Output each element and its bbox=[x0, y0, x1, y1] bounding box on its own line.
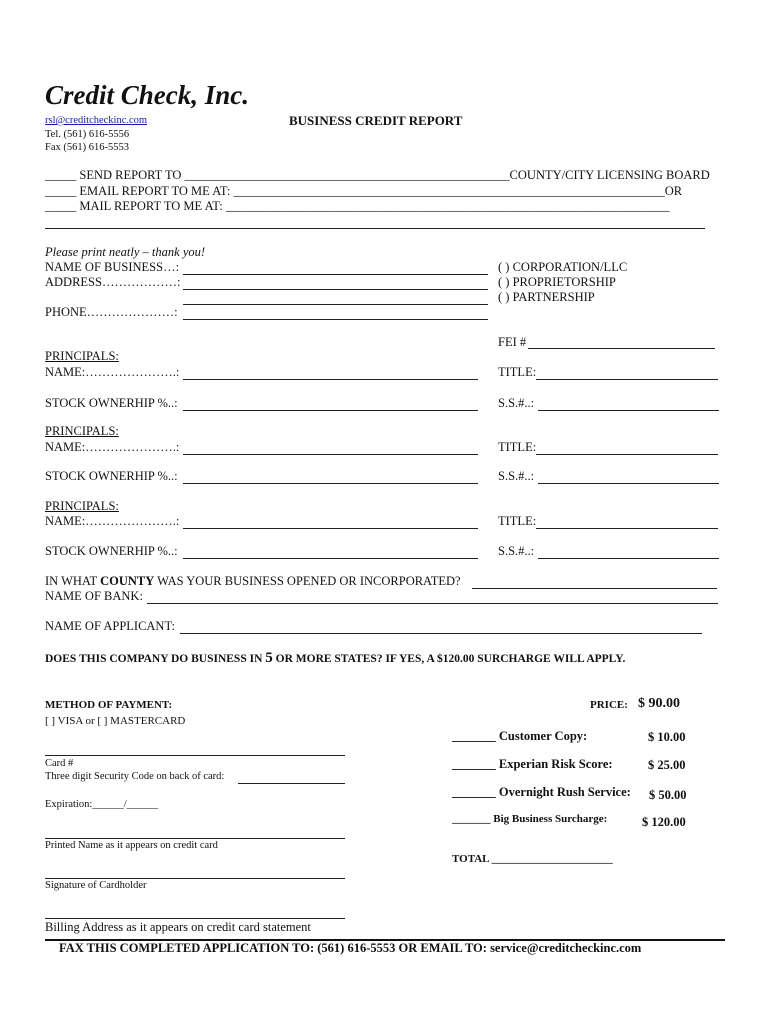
type-proprietorship[interactable]: ( ) PROPRIETORSHIP bbox=[498, 275, 616, 289]
county-question: IN WHAT COUNTY WAS YOUR BUSINESS OPENED OR INCORPORATED? bbox=[45, 574, 461, 588]
principal-1-stock-field[interactable] bbox=[183, 410, 478, 411]
principal-3-ss-field[interactable] bbox=[538, 558, 719, 559]
business-name-label: NAME OF BUSINESS…: bbox=[45, 260, 180, 274]
principal-2-name-field[interactable] bbox=[183, 454, 478, 455]
principal-1-stock-label: STOCK OWNERHIP %..: bbox=[45, 396, 178, 410]
principal-1-ss-field[interactable] bbox=[538, 410, 719, 411]
report-title: BUSINESS CREDIT REPORT bbox=[289, 113, 463, 128]
address-label: ADDRESS………………: bbox=[45, 275, 181, 289]
bank-name-field[interactable] bbox=[147, 603, 718, 604]
principal-2-ss-field[interactable] bbox=[538, 483, 719, 484]
overnight-rush-option[interactable]: _______ Overnight Rush Service: bbox=[452, 785, 631, 799]
payment-method-title: METHOD OF PAYMENT: bbox=[45, 699, 173, 711]
company-name: Credit Check, Inc. bbox=[45, 80, 250, 110]
principal-1-title-label: TITLE: bbox=[498, 365, 537, 379]
principal-2-title-field[interactable] bbox=[536, 454, 718, 455]
principal-3-stock-label: STOCK OWNERHIP %..: bbox=[45, 544, 178, 558]
security-code-field[interactable] bbox=[238, 783, 345, 784]
principal-3-name-field[interactable] bbox=[183, 528, 478, 529]
print-note: Please print neatly – thank you! bbox=[45, 245, 206, 259]
applicant-name-label: NAME OF APPLICANT: bbox=[45, 619, 175, 633]
applicant-name-field[interactable] bbox=[180, 633, 702, 634]
send-report-option[interactable]: _____ SEND REPORT TO ____________________________________________________COUNTY/CITY LICENSING BOARD bbox=[45, 168, 710, 182]
card-number-field[interactable] bbox=[45, 755, 345, 756]
fei-label: FEI # bbox=[498, 335, 527, 349]
billing-address-label: Billing Address as it appears on credit card statement bbox=[45, 920, 311, 934]
big-business-surcharge-option[interactable]: _______ Big Business Surcharge: bbox=[452, 813, 608, 825]
principal-1-title-field[interactable] bbox=[536, 379, 718, 380]
total-field[interactable]: TOTAL ______________________ bbox=[452, 853, 613, 865]
billing-address-field[interactable] bbox=[45, 918, 345, 919]
principal-2-ss-label: S.S.#..: bbox=[498, 469, 535, 483]
customer-copy-amount: $ 10.00 bbox=[648, 730, 686, 744]
principal-2-title-label: TITLE: bbox=[498, 440, 537, 454]
printed-name-field[interactable] bbox=[45, 838, 345, 839]
type-corporation[interactable]: ( ) CORPORATION/LLC bbox=[498, 260, 628, 274]
principals-heading-3: PRINCIPALS: bbox=[45, 499, 119, 513]
footer-instructions: FAX THIS COMPLETED APPLICATION TO: (561) 616-5553 OR EMAIL TO: service@creditcheckinc.com bbox=[59, 941, 642, 955]
principal-3-title-label: TITLE: bbox=[498, 514, 537, 528]
phone-label: PHONE…………………: bbox=[45, 305, 178, 319]
bank-name-label: NAME OF BANK: bbox=[45, 589, 143, 603]
company-tel: Tel. (561) 616-5556 bbox=[45, 129, 130, 140]
printed-name-label: Printed Name as it appears on credit card bbox=[45, 840, 218, 851]
fei-field[interactable] bbox=[528, 348, 715, 349]
principal-3-ss-label: S.S.#..: bbox=[498, 544, 535, 558]
company-email-link[interactable]: rsl@creditcheckinc.com bbox=[45, 115, 148, 126]
email-report-option[interactable]: _____ EMAIL REPORT TO ME AT: _____________________________________________________________________OR bbox=[45, 184, 683, 198]
price-label: PRICE: bbox=[590, 699, 628, 711]
surcharge-notice: DOES THIS COMPANY DO BUSINESS IN 5 OR MORE STATES? IF YES, A $120.00 SURCHARGE WILL APPLY. bbox=[45, 650, 626, 666]
principals-heading-2: PRINCIPALS: bbox=[45, 424, 119, 438]
principal-2-stock-field[interactable] bbox=[183, 483, 478, 484]
type-partnership[interactable]: ( ) PARTNERSHIP bbox=[498, 290, 595, 304]
principal-3-name-label: NAME:………………….: bbox=[45, 514, 180, 528]
signature-label: Signature of Cardholder bbox=[45, 880, 147, 891]
principal-3-title-field[interactable] bbox=[536, 528, 718, 529]
principal-3-stock-field[interactable] bbox=[183, 558, 478, 559]
phone-field[interactable] bbox=[183, 319, 488, 320]
principal-1-name-label: NAME:………………….: bbox=[45, 365, 180, 379]
signature-field[interactable] bbox=[45, 878, 345, 879]
principals-heading-1: PRINCIPALS: bbox=[45, 349, 119, 363]
mail-address-line[interactable] bbox=[45, 228, 705, 229]
big-business-surcharge-amount: $ 120.00 bbox=[642, 815, 686, 829]
address-field-2[interactable] bbox=[183, 304, 488, 305]
experian-risk-score-amount: $ 25.00 bbox=[648, 758, 686, 772]
company-fax: Fax (561) 616-5553 bbox=[45, 142, 129, 153]
address-field-1[interactable] bbox=[183, 289, 488, 290]
card-type-options[interactable]: [ ] VISA or [ ] MASTERCARD bbox=[45, 715, 186, 727]
price-value: $ 90.00 bbox=[638, 696, 680, 711]
card-number-label: Card # bbox=[45, 758, 74, 769]
customer-copy-option[interactable]: _______ Customer Copy: bbox=[452, 729, 588, 743]
principal-2-stock-label: STOCK OWNERHIP %..: bbox=[45, 469, 178, 483]
principal-1-name-field[interactable] bbox=[183, 379, 478, 380]
business-name-field[interactable] bbox=[183, 274, 488, 275]
principal-2-name-label: NAME:………………….: bbox=[45, 440, 180, 454]
experian-risk-score-option[interactable]: _______ Experian Risk Score: bbox=[452, 757, 613, 771]
expiration-field[interactable]: Expiration:______/______ bbox=[45, 799, 159, 810]
county-field[interactable] bbox=[472, 588, 717, 589]
security-code-label: Three digit Security Code on back of card: bbox=[45, 771, 225, 782]
principal-1-ss-label: S.S.#..: bbox=[498, 396, 535, 410]
mail-report-option[interactable]: _____ MAIL REPORT TO ME AT: _______________________________________________________________________ bbox=[45, 199, 670, 213]
overnight-rush-amount: $ 50.00 bbox=[649, 788, 687, 802]
